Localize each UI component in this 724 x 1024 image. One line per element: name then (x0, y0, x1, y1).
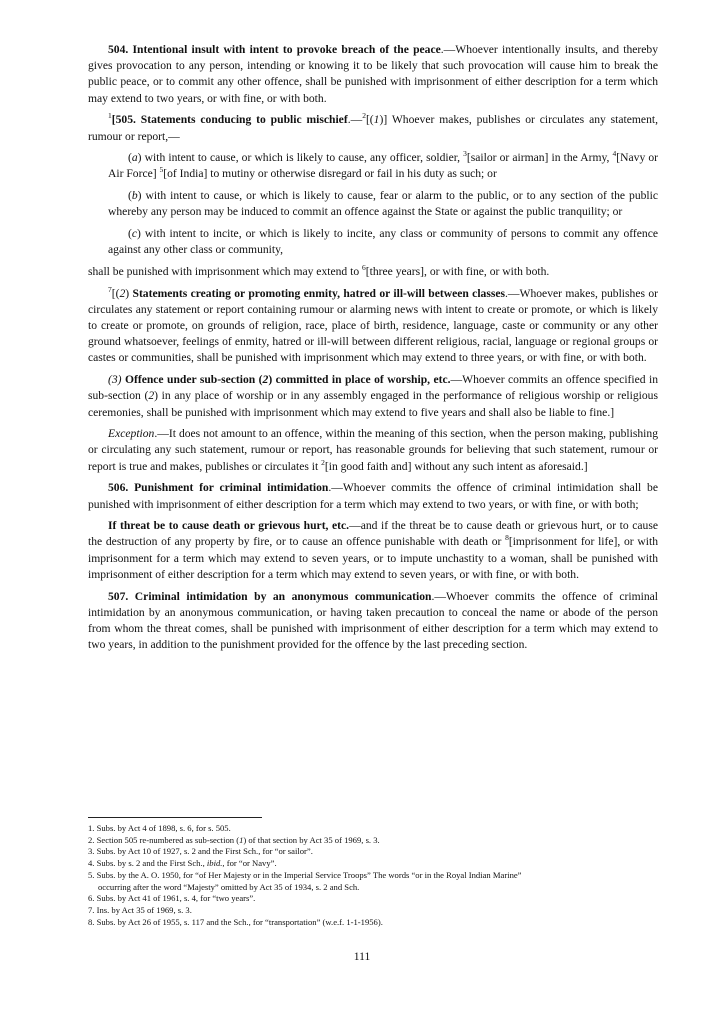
footnote-2-text-2: ) of that section by Act 35 of 1969, s. 3. (243, 834, 380, 845)
footnote-ref-4: 4 (612, 149, 617, 159)
section-505-intro-text: Whoever makes, publishes or circulates any statement, rumour or report,— (88, 113, 658, 143)
page-number: 111 (353, 950, 371, 963)
section-507 (88, 589, 658, 654)
subsection-1-number: 1 (373, 113, 380, 127)
footnote-2-italic: 1 (239, 834, 244, 845)
subsection-3-heading-number: 2 (262, 373, 269, 387)
footnote-2-text-1: 2. Section 505 re-numbered as sub-section ( (88, 834, 240, 845)
section-506-threat (88, 518, 658, 583)
footnote-ref-2b: 2 (321, 457, 325, 467)
clause-a-text-3: [Navy or Air Force] (108, 151, 659, 181)
subsection-3 (88, 372, 658, 421)
section-506-text: .—Whoever commits the offence of criminal intimidation shall be punished with imprisonment of either description for a term which may extend to two years, or with fine, or with both; (88, 481, 658, 511)
subsection-1-close: )] (379, 113, 388, 127)
subsection-3-text-1: —Whoever commits an offence specified in sub-section ( (88, 373, 659, 403)
punishment-text-1: shall be punished with imprisonment which may extend to (88, 264, 363, 278)
subsection-3-text-number: 2 (148, 389, 155, 403)
footnote-ref-1: 1 (108, 111, 112, 121)
clause-b: (b) with intent to cause, or which is likely to cause, fear or alarm to the public, or to any section of the public whereby any person may be induced to commit an offence against the State or against the public tranquility; or (108, 189, 658, 219)
section-506-heading: 506. Punishment for criminal intimidation (108, 481, 329, 495)
footnotes (88, 823, 663, 928)
clause-a: (a) with intent to cause, or which is likely to cause, any officer, soldier, $^3$[sailor or airman] in the Army, $^4$[Navy or Air Force] $^5$[of India] to mutiny or otherwise disregard or fail in his duty as such; or (108, 149, 659, 181)
footnote-5-text-1: 5. Subs. by the A. O. 1950, for “of Her Majesty or in the Imperial Service Troops” The words “or in the Royal Indian Marine” (88, 869, 522, 880)
section-505-open-bracket: [ (111, 113, 116, 127)
footnote-1: 1. Subs. by Act 4 of 1898, s. 6, for s. 505. (88, 823, 231, 833)
subsection-3-heading-1: Offence under sub-section ( (121, 373, 263, 387)
clause-b-label: b (131, 189, 138, 203)
footnote-7: 7. Ins. by Act 35 of 1969, s. 3. (88, 904, 192, 915)
footnote-8: 8. Subs. by Act 26 of 1955, s. 117 and the Sch., for “transportation” (w.e.f. 1-1-1956). (88, 916, 383, 927)
section-506-threat-text-1: —and if the threat be to cause death or grievous hurt, or to cause the destruction of any property by fire, or to cause an offence punishable with death or (88, 519, 658, 549)
section-507-text: .—Whoever commits the offence of criminal intimidation by an anonymous communication, or having taken precaution to conceal the name or abode of the person from whom the threat comes, shall be punished with imprisonment of either description for a term which may extend to two years, in addition to the punishment provided for the offence by the last preceding section. (88, 589, 658, 652)
exception (88, 426, 658, 475)
section-507-heading: 507. Criminal intimidation by an anonymous communication (108, 589, 432, 603)
exception-label: Exception (108, 427, 155, 441)
footnote-3: 3. Subs. by Act 10 of 1927, s. 2 and the First Sch., for “or sailor”. (88, 846, 313, 857)
footnote-4 (88, 858, 663, 870)
subsection-3-text-2: ) in any place of worship or in any assembly engaged in the performance of religious worship or religious ceremonies, shall be punished with imprisonment which may extend to five years and shall also be liable to fine.] (88, 389, 658, 419)
section-505-dash: .— (347, 113, 363, 127)
exception-text-1: .—It does not amount to an offence, within the meaning of this section, when the person making, publishing or circulating any such statement, rumour or report, has reasonable grounds for believing that such statement, rumour or report is true and makes, publishes or circulates it (88, 427, 658, 473)
clause-a-text-2: [sailor or airman] in the Army, (466, 151, 613, 165)
subsection-2-number: 2 (119, 286, 126, 300)
footnote-ref-5: 5 (159, 165, 164, 175)
footnote-ref-2: 2 (362, 111, 366, 121)
section-504 (88, 42, 658, 107)
subsection-3-heading-2: ) committed in place of worship, etc. (268, 373, 451, 387)
footnote-divider (88, 817, 262, 818)
footnote-5 (88, 870, 663, 893)
section-506-threat-text-2: [imprisonment for life], or with imprisonment for a term which may extend to seven years, or to impute unchastity to a woman, shall be punished with imprisonment of either description for a term which may extend to seven years, or with fine, or with both. (88, 535, 658, 581)
section-504-text: .—Whoever intentionally insults, and thereby gives provocation to any person, intending or knowing it to be likely that such provocation will cause him to break the public peace, or to commit any other offence, shall be punished with imprisonment of either description for a term which may extend to two years, or with fine, or with both. (88, 43, 659, 105)
subsection-1-open: [( (365, 113, 374, 127)
footnote-ref-3: 3 (463, 149, 467, 159)
clause-b-text: with intent to cause, or which is likely to cause, fear or alarm to the public, or to any section of the public whereby any person may be induced to commit an offence against the State or against the public tranquility; or (108, 189, 658, 219)
footnote-5-text-2: occurring after the word “Majesty” omitted by Act 35 of 1934, s. 2 and Sch. (98, 881, 360, 892)
section-505-heading: 505. Statements conducing to public mischief (115, 113, 348, 127)
clause-a-text-4: [of India] to mutiny or otherwise disregard or fail in his duty as such; or (163, 167, 497, 181)
clause-a-label: a (131, 151, 138, 165)
punishment-text-2: [three years], or with fine, or with both. (365, 264, 550, 278)
subsection-2-heading: Statements creating or promoting enmity, hatred or ill-will between classes (129, 286, 506, 300)
section-506 (88, 480, 658, 512)
subsection-2-open: [( (111, 286, 120, 300)
section-506-threat-heading: If threat be to cause death or grievous hurt, etc. (108, 519, 350, 533)
clause-a-text-1: with intent to cause, or which is likely to cause, any officer, soldier, (141, 151, 464, 165)
footnote-4-text-1: 4. Subs. by s. 2 and the First Sch., (88, 858, 207, 869)
subsection-2-close: ) (125, 286, 130, 300)
section-505-punishment (88, 264, 658, 280)
footnote-ref-8: 8 (505, 533, 509, 543)
footnote-ref-7: 7 (108, 284, 112, 294)
subsection-3-number: (3) (108, 373, 122, 387)
footnote-4-italic: ibid. (206, 858, 223, 869)
clause-c-label: c (131, 227, 138, 241)
footnote-6: 6. Subs. by Act 41 of 1961, s. 4, for “two years”. (88, 893, 256, 904)
section-504-heading: 504. Intentional insult with intent to provoke breach of the peace (108, 43, 441, 56)
exception-text-2: [in good faith and] without any such intent as aforesaid.] (324, 459, 588, 473)
clause-c-text: with intent to incite, or which is likely to incite, any class or community of persons to commit any offence against any other class or community, (108, 227, 658, 257)
footnote-ref-6: 6 (362, 263, 366, 273)
footnote-2 (88, 835, 663, 847)
section-505-intro (88, 112, 658, 144)
footnote-4-text-2: , for “or Navy”. (222, 858, 277, 869)
document-body (88, 42, 658, 659)
subsection-2 (88, 286, 658, 367)
subsection-2-text: .—Whoever makes, publishes or circulates any statement or report containing rumour or alarming news with intent to create or promote, or which is likely to create or promote, on grounds of religion, race, place of birth, residence, language, caste or community or any other ground whatsoever, feelings of enmity, hatred or ill-will between different religious, racial, language or regional groups or castes or communities, shall be punished with imprisonment which may extend to three years, or with fine, or with both. (88, 286, 658, 365)
clause-c: (c) with intent to incite, or which is likely to incite, any class or community of persons to commit any offence against any other class or community, (108, 227, 658, 257)
